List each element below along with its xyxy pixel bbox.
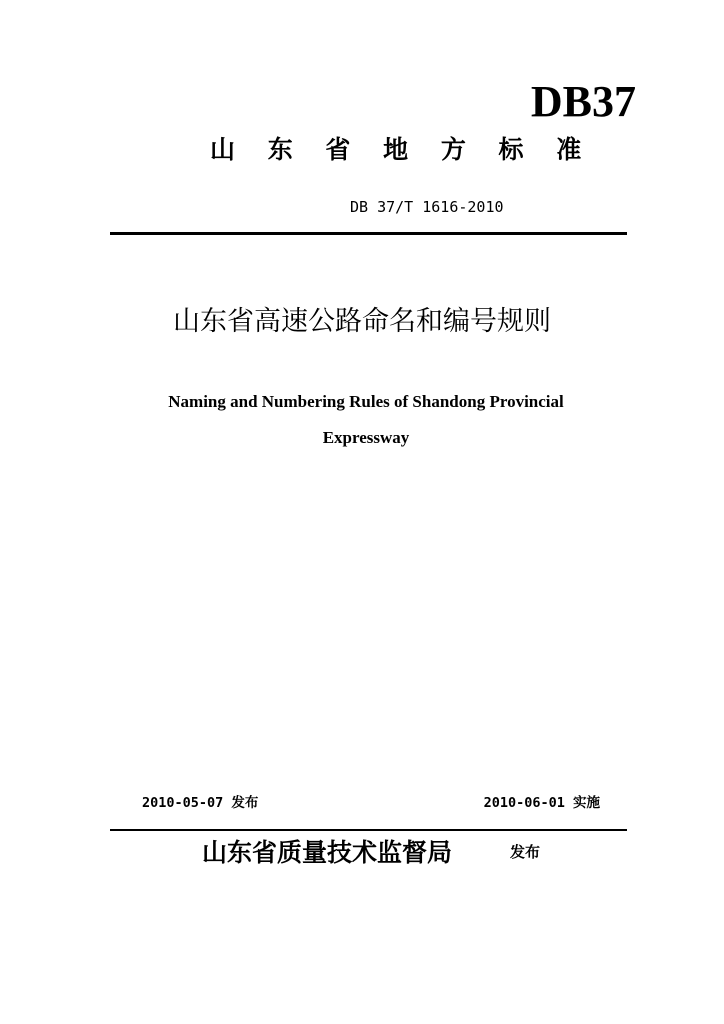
issuer-suffix: 发布 — [510, 843, 541, 861]
document-title-english — [110, 384, 622, 456]
publish-date: 2010-05-07 发布 — [142, 795, 259, 811]
document-title-chinese: 山东省高速公路命名和编号规则 — [173, 306, 551, 337]
standard-type: 山 东 省 地 方 标 准 — [210, 135, 594, 164]
db-code: DB37 — [530, 77, 636, 126]
bottom-divider — [110, 829, 627, 831]
english-title-line-2: Expressway — [322, 428, 410, 447]
implement-date: 2010-06-01 实施 — [483, 795, 600, 811]
english-title-line-1: Naming and Numbering Rules of Shandong Provincial — [168, 392, 564, 411]
top-divider — [110, 232, 627, 235]
standard-number: DB 37/T 1616-2010 — [350, 198, 504, 216]
issuing-authority: 山东省质量技术监督局 — [202, 838, 453, 867]
